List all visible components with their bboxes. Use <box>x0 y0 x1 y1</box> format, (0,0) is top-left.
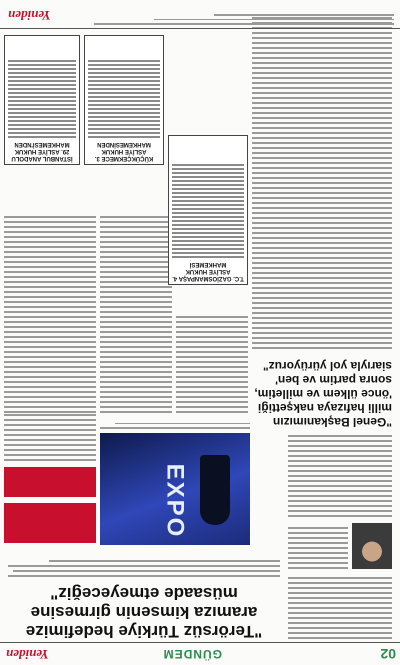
notice-3-title: İSTANBUL ANADOLU 29. ASLİYE HUKUK MAHKEMESİ'NDEN <box>11 141 73 161</box>
story2-body <box>252 14 392 349</box>
page-masthead <box>0 643 400 665</box>
pullquote-box-2 <box>4 467 96 497</box>
body-column-2 <box>100 213 172 413</box>
photo-caption <box>100 420 250 429</box>
speaker-figure <box>200 455 230 525</box>
body-column-1 <box>4 213 96 413</box>
story2-headline: "Genel Başkanımızın milli hafızaya nakşettiği 'önce ülkem ve milletim, sonra partim ve ben' siarıyla yol yürüyoruz" <box>254 359 392 429</box>
lead-headline: "Terörsüz Türkiye hedefimize aramıza kimsenin girmesine müsaade etmeyeceğiz" <box>25 584 263 641</box>
section-label: GÜNDEM <box>162 647 222 661</box>
footer-logo: Yeniden <box>8 8 51 23</box>
story2-column-mid <box>288 432 392 517</box>
footer-imprint <box>94 12 394 26</box>
lead-deck <box>8 557 280 577</box>
page-number: 02 <box>380 646 396 662</box>
notice-2-title: KÜÇÜKÇEKMECE 3. ASLİYE HUKUK MAHKEMESİNDEN <box>94 141 154 161</box>
body-column-3 <box>176 313 248 413</box>
legal-notice-3 <box>4 35 80 165</box>
masthead-logo: Yeniden <box>6 647 49 662</box>
notice-1-title: T.C. GAZİOSMANPAŞA 4. ASLİYE HUKUK MAHKEMESİ <box>172 261 244 281</box>
author-photo <box>352 523 392 569</box>
pullquote-box-1 <box>4 503 96 543</box>
legal-notice-2 <box>84 35 164 165</box>
legal-notice-1 <box>168 135 248 285</box>
masthead-rule <box>0 642 400 643</box>
photo-expo-text: EXPO <box>161 463 189 539</box>
lead-column-right <box>4 411 96 461</box>
story2-column-beside-photo <box>288 524 348 569</box>
footer-rule <box>0 28 400 29</box>
story2-column-top <box>288 574 392 639</box>
lead-photo <box>100 433 250 545</box>
